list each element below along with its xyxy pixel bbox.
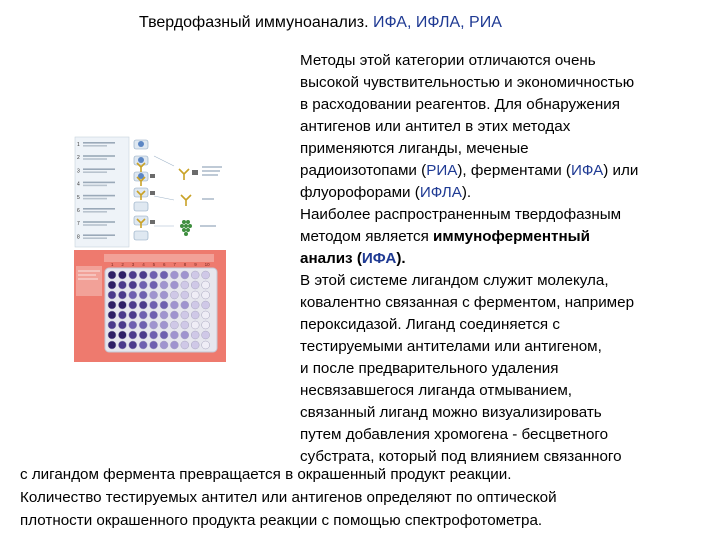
full-width-text: [20, 463, 715, 532]
plate-well: [160, 281, 168, 289]
plate-well: [139, 321, 147, 329]
plate-well: [108, 271, 116, 279]
plate-well: [170, 291, 178, 299]
plate-column-label: 7: [173, 262, 176, 267]
text-line: [300, 226, 715, 248]
plate-well: [170, 331, 178, 339]
plate-column-label: 1: [111, 262, 114, 267]
step-number: 4: [77, 181, 80, 188]
plate-well: [150, 341, 158, 349]
text-line: с лигандом фермента превращается в окрашенный продукт реакции.: [20, 466, 512, 483]
plate-column-label: 4: [142, 262, 145, 267]
plate-well: [129, 301, 137, 309]
step-label-line: [83, 234, 115, 236]
step-label-line: [83, 211, 107, 213]
plate-well: [150, 281, 158, 289]
plate-well: [202, 311, 210, 319]
plate-column-label: 8: [183, 262, 187, 267]
step-label-line: [83, 171, 107, 173]
plate-well: [139, 271, 147, 279]
plate-well: [150, 311, 158, 319]
step-number: 1: [77, 142, 80, 148]
plate-well: [150, 291, 158, 299]
title-prefix: Твердофазный иммуноанализ.: [139, 14, 373, 31]
plate-column-label: 10: [204, 262, 210, 267]
plate-well: [129, 291, 137, 299]
text-line: Количество тестируемых антител или антигенов определяют по оптической: [20, 489, 557, 506]
plate-well: [170, 321, 178, 329]
plate-well: [118, 331, 126, 339]
plate-well: [202, 321, 210, 329]
plate-well: [191, 311, 199, 319]
plate-well: [118, 321, 126, 329]
plate-well: [139, 331, 147, 339]
step-number: 7: [77, 221, 80, 228]
page-title: [139, 14, 502, 32]
step-label-line: [83, 208, 115, 210]
plate-well: [160, 341, 168, 349]
plate-column-label: 5: [152, 262, 156, 267]
plate-well: [108, 301, 116, 309]
text-span: ).: [461, 184, 472, 201]
plate-well: [181, 321, 189, 329]
text-line: применяются лиганды, меченые: [300, 140, 529, 157]
step-label-line: [83, 185, 107, 187]
plate-well: [150, 331, 158, 339]
title-accent: ИФА, ИФЛА, РИА: [372, 14, 502, 31]
plate-well: [191, 341, 199, 349]
plate-well: [202, 341, 210, 349]
plate-well: [108, 311, 116, 319]
plate-well: [118, 281, 126, 289]
step-label-line: [83, 195, 115, 197]
plate-well: [118, 311, 126, 319]
step-label-line: [83, 182, 115, 184]
step-label-line: [83, 155, 115, 157]
step-label-line: [83, 237, 107, 239]
plate-well: [202, 301, 210, 309]
plate-well: [160, 321, 168, 329]
plate-well: [191, 291, 199, 299]
plate-column-label: 3: [131, 262, 135, 267]
plate-well: [202, 281, 210, 289]
text-span: радиоизотопами (: [300, 162, 427, 179]
term-ria: РИА: [426, 162, 458, 179]
plate-well: [202, 291, 210, 299]
plate-well: [202, 271, 210, 279]
plate-well: [170, 281, 178, 289]
plate-column-label: 2: [121, 262, 124, 267]
plate-well: [139, 341, 147, 349]
main-text-column: [300, 50, 715, 468]
plate-well: [118, 291, 126, 299]
plate-well: [181, 331, 189, 339]
plate-well: [108, 331, 116, 339]
step-label-line: [83, 142, 115, 144]
plate-well: [108, 321, 116, 329]
plate-well: [139, 311, 147, 319]
plate-well: [160, 311, 168, 319]
plate-well: [181, 341, 189, 349]
plate-well: [139, 291, 147, 299]
step-number: 8: [77, 234, 80, 241]
step-number: 2: [77, 155, 80, 162]
step-number: 5: [77, 194, 80, 201]
text-line: Наиболее распространенным твердофазным: [300, 206, 622, 223]
plate-well: [118, 271, 126, 279]
step-label-line: [83, 145, 107, 147]
text-line: В этой системе лигандом служит молекула,: [300, 272, 609, 289]
text-line: пероксидазой. Лиганд соединяется с: [300, 316, 560, 333]
plate-well: [160, 291, 168, 299]
plate-well: [108, 281, 116, 289]
text-span: ) или: [603, 162, 639, 179]
plate-well: [139, 281, 147, 289]
microplate-figure: [74, 250, 226, 362]
text-line: высокой чувствительностью и экономичностью: [300, 74, 635, 91]
plate-well: [191, 321, 199, 329]
text-line: [300, 182, 715, 204]
plate-well: [181, 271, 189, 279]
plate-well: [129, 331, 137, 339]
elisa-scheme-figure: [74, 136, 228, 248]
plate-well: [129, 321, 137, 329]
plate-well: [150, 271, 158, 279]
text-line: тестируемыми антителами или антигеном,: [300, 338, 602, 355]
plate-well: [181, 311, 189, 319]
text-line: [300, 248, 715, 270]
text-span: флуорофорами (: [300, 184, 420, 201]
plate-well: [181, 291, 189, 299]
term-ifa: ИФА: [361, 250, 397, 267]
term-immunoenzyme: иммуноферментный: [433, 228, 590, 245]
plate-well: [129, 271, 137, 279]
text-span: методом является: [300, 228, 434, 245]
plate-well: [170, 301, 178, 309]
text-line: несвязавшегося лиганда отмыванием,: [300, 382, 573, 399]
plate-well: [202, 331, 210, 339]
plate-well: [160, 331, 168, 339]
plate-well: [191, 281, 199, 289]
step-label-line: [83, 224, 107, 226]
step-label-line: [83, 168, 115, 170]
plate-well: [181, 301, 189, 309]
plate-well: [108, 291, 116, 299]
plate-well: [170, 341, 178, 349]
plate-well: [191, 301, 199, 309]
plate-well: [150, 301, 158, 309]
plate-well: [170, 311, 178, 319]
step-number: 6: [77, 208, 80, 214]
plate-well: [170, 271, 178, 279]
step-label-line: [83, 158, 107, 160]
text-line: связанный лиганд можно визуализировать: [300, 404, 602, 421]
plate-well: [129, 281, 137, 289]
plate-well: [139, 301, 147, 309]
text-line: Методы этой категории отличаются очень: [300, 52, 596, 69]
text-span: ), ферментами (: [457, 162, 571, 179]
text-span: ).: [396, 250, 406, 267]
plate-well: [160, 301, 168, 309]
step-label-line: [83, 221, 115, 223]
plate-well: [160, 271, 168, 279]
plate-well: [191, 331, 199, 339]
text-line: в расходовании реагентов. Для обнаружения: [300, 96, 620, 113]
step-number: 3: [77, 168, 80, 175]
plate-well: [191, 271, 199, 279]
term-ifa: ИФА: [570, 162, 604, 179]
text-span: анализ (: [300, 250, 362, 267]
text-line: путем добавления хромогена - бесцветного: [300, 426, 609, 443]
text-line: плотности окрашенного продукта реакции с помощью спектрофотометра.: [20, 512, 543, 529]
plate-column-label: 9: [194, 262, 197, 267]
plate-well: [108, 341, 116, 349]
text-line: субстрата, который под влиянием связанного: [300, 448, 622, 465]
plate-well: [118, 301, 126, 309]
plate-well: [129, 341, 137, 349]
text-line: ковалентно связанная с ферментом, например: [300, 294, 635, 311]
text-line: [300, 160, 715, 182]
plate-column-label: 6: [163, 262, 166, 267]
text-line: и после предварительного удаления: [300, 360, 559, 377]
plate-well: [181, 281, 189, 289]
text-line: антигенов или антител в этих методах: [300, 118, 571, 135]
plate-well: [118, 341, 126, 349]
plate-well: [129, 311, 137, 319]
term-ifla: ИФЛА: [419, 184, 462, 201]
step-label-line: [83, 198, 107, 200]
plate-well: [150, 321, 158, 329]
